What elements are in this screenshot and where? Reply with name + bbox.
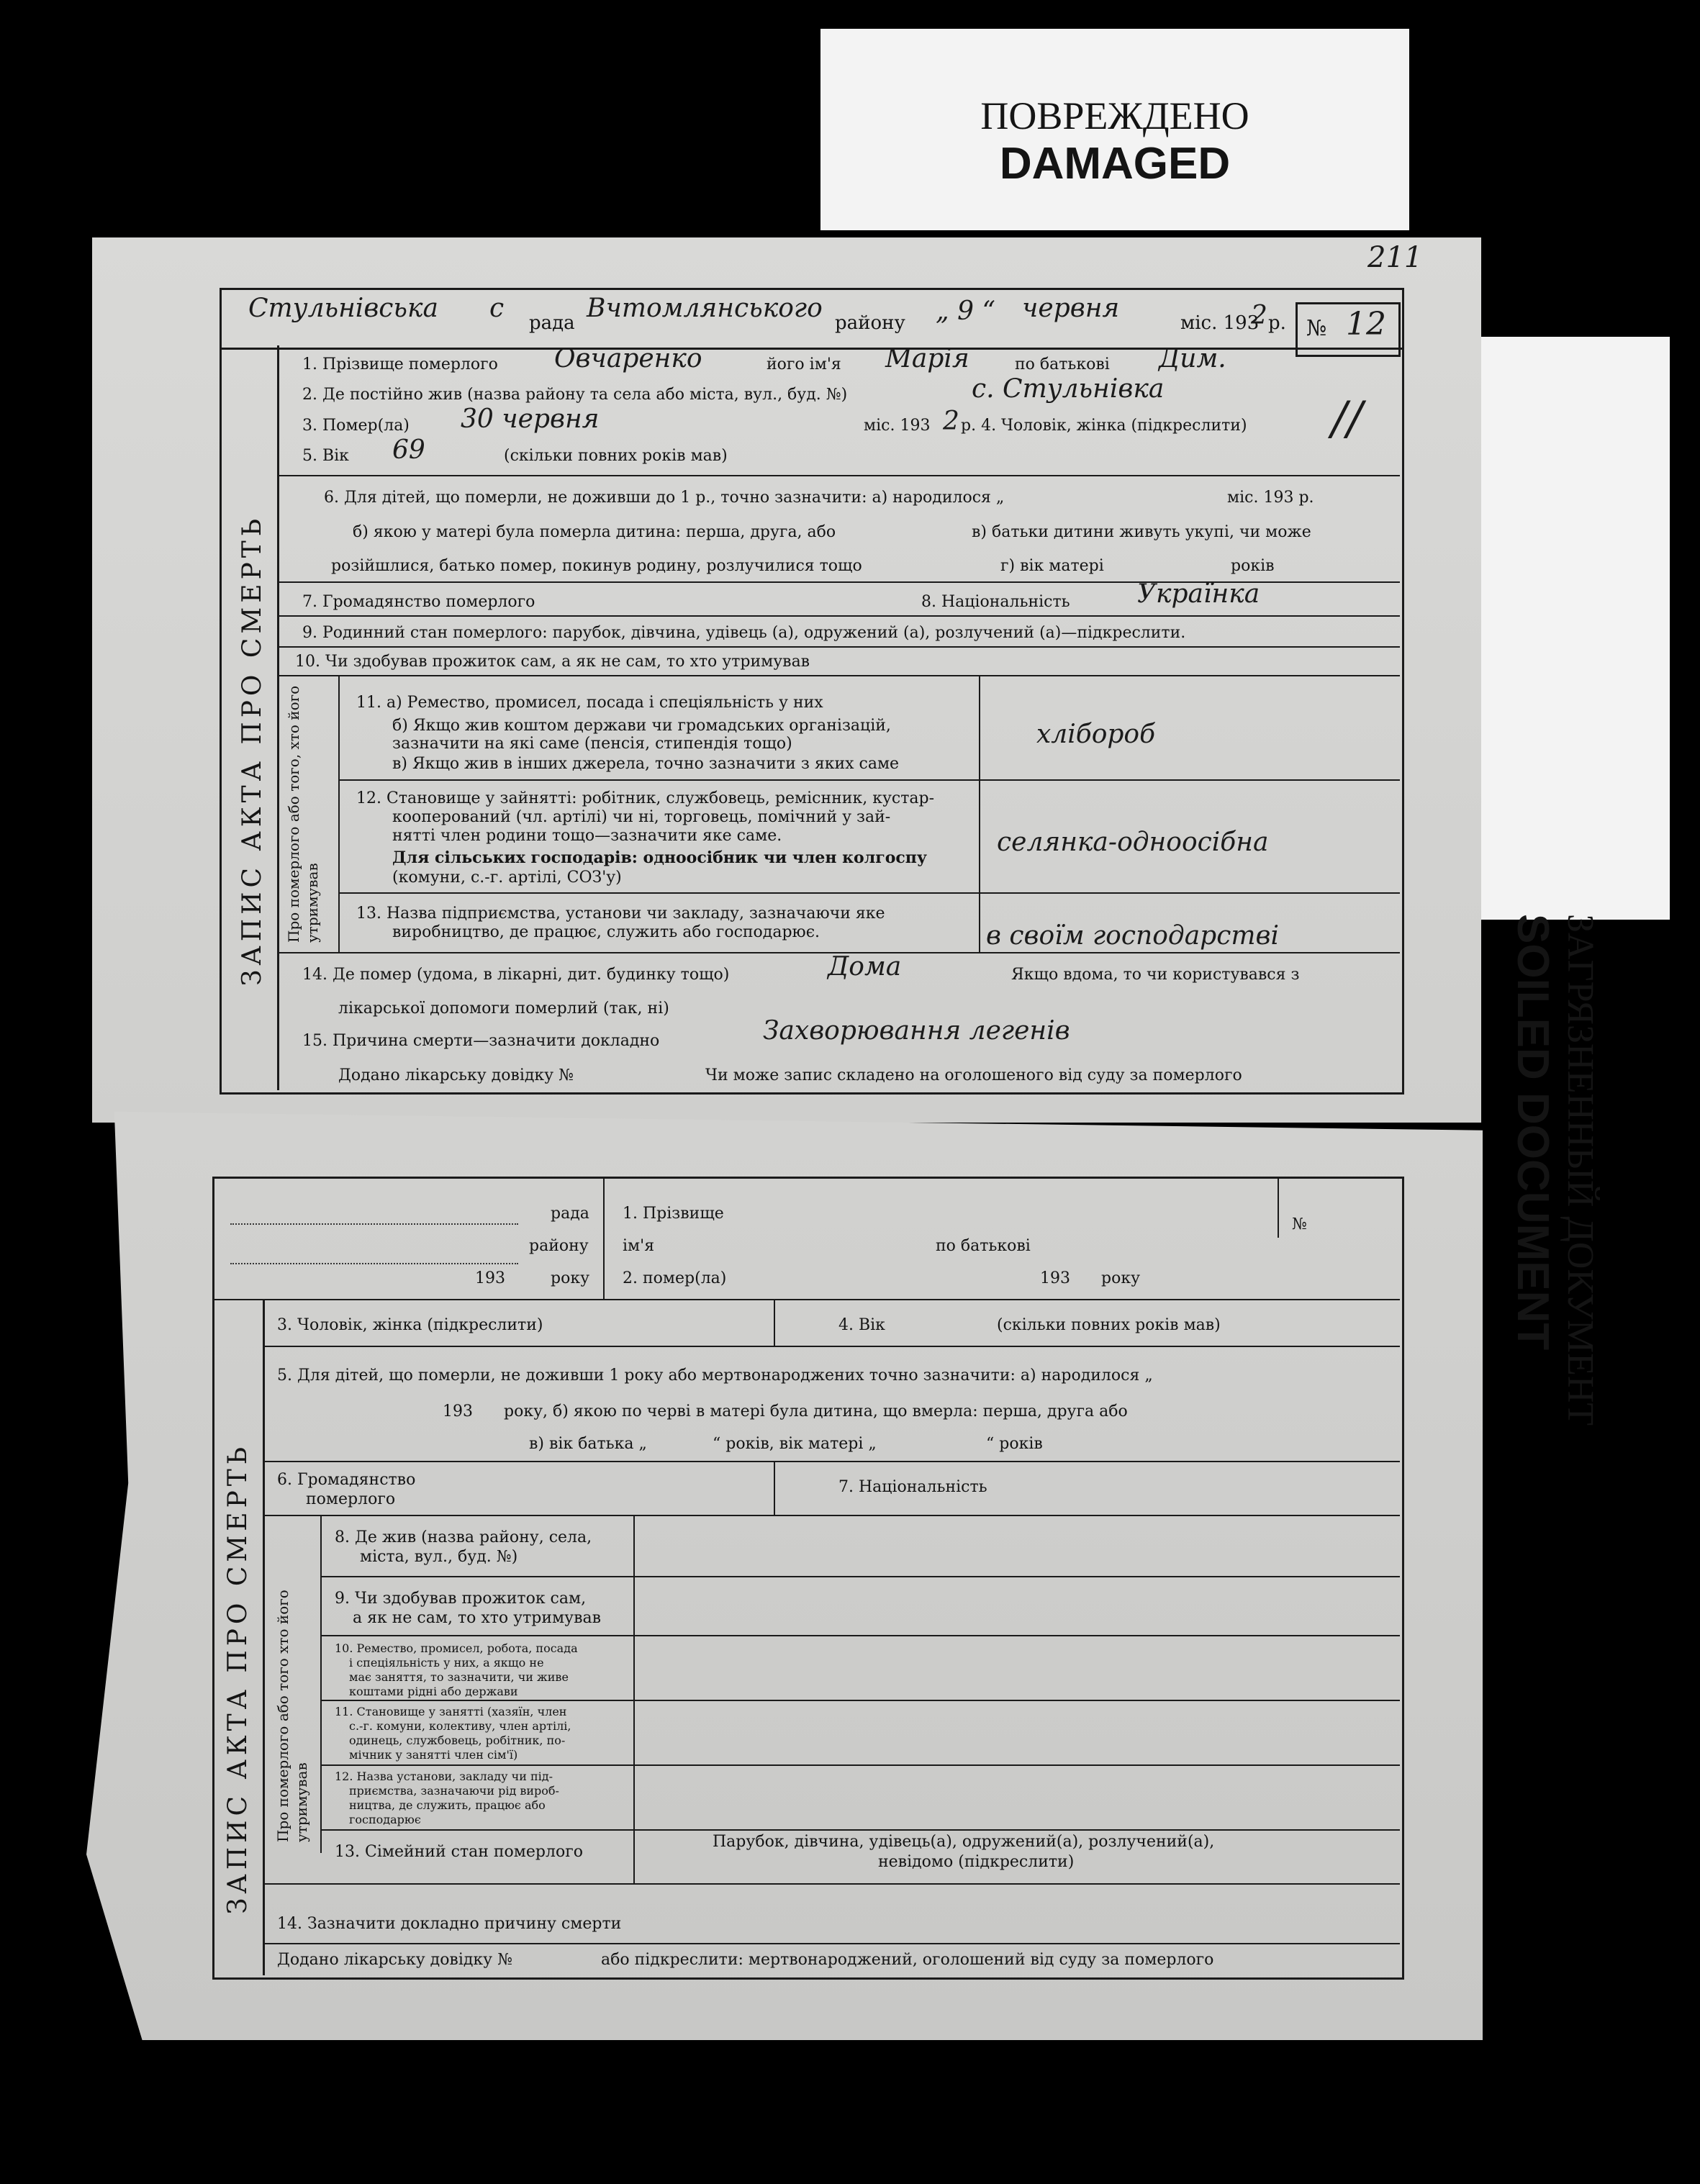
- top-f1-name: його ім'я: [767, 355, 841, 373]
- bottom-div-67: [774, 1461, 775, 1515]
- bottom-f1-patr: по батькові: [936, 1237, 1031, 1255]
- top-f6b: б) якою у матері була померла дитина: перша, друга, або: [353, 523, 836, 541]
- bottom-f10a: 10. Ремество, промисел, робота, посада: [335, 1641, 578, 1655]
- bottom-f9b: а як не сам, то хто утримував: [353, 1609, 601, 1627]
- bottom-f11c: одинець, службовець, робітник, по-: [349, 1734, 566, 1747]
- bottom-f2-year: 193: [1040, 1269, 1070, 1287]
- bottom-f11a: 11. Становище у занятті (хазяїн, член: [335, 1705, 567, 1718]
- top-mark: //: [1331, 392, 1363, 445]
- bottom-side-divider: [263, 1299, 265, 1975]
- top-f8: 8. Національність: [921, 593, 1070, 611]
- bottom-f1-name: ім'я: [623, 1237, 655, 1255]
- soiled-en: SOILED DOCUMENT: [1508, 914, 1557, 1351]
- bottom-roku: року: [551, 1269, 590, 1287]
- top-hw-f11: хлібороб: [1036, 720, 1156, 749]
- bottom-div-5: [263, 1461, 1400, 1462]
- top-number-value: 12: [1346, 306, 1386, 343]
- top-side-divider: [277, 345, 279, 1090]
- top-hw-f12: селянка-одноосібна: [997, 828, 1269, 857]
- bottom-f11d: мічник у занятті член сім'ї): [349, 1748, 518, 1762]
- top-div-9: [279, 646, 1400, 648]
- top-f6a-tail: міс. 193 р.: [1227, 489, 1314, 507]
- top-f5-tail: (скільки повних років мав): [504, 447, 728, 465]
- bottom-f4-tail: (скільки повних років мав): [997, 1316, 1221, 1334]
- top-corner-note: 211: [1367, 241, 1423, 274]
- bottom-f12a: 12. Назва установи, закладу чи під-: [335, 1770, 553, 1783]
- top-f6a: 6. Для дітей, що померли, не доживши до 1 р., точно зазначити: а) народилося „: [324, 489, 1005, 507]
- bottom-raion: району: [529, 1237, 589, 1255]
- soiled-stamp: [1481, 337, 1670, 920]
- top-hw-nationality: Українка: [1137, 579, 1260, 609]
- top-hw-death-date: 30 червня: [461, 404, 600, 434]
- top-side-sub: Про померлого або того, хто його утримував: [285, 685, 321, 943]
- bottom-f15-tail: або підкреслити: мертвонароджений, оголошений від суду за померлого: [601, 1951, 1214, 1969]
- top-f6c-tail: років: [1231, 557, 1275, 575]
- top-f12d: Для сільських господарів: одноосібник чи член колгоспу: [392, 848, 927, 867]
- top-div-7: [279, 615, 1400, 617]
- top-hw-death-year: 2: [943, 407, 959, 436]
- top-f1: 1. Прізвище померлого: [302, 355, 498, 373]
- top-f12b: кооперований (чл. артілі) чи ні, торговець, помічний у зай-: [392, 808, 891, 826]
- top-header-mis: міс. 193: [1180, 312, 1260, 334]
- bottom-div-6: [263, 1515, 1400, 1516]
- top-number-label: №: [1306, 316, 1327, 341]
- top-f7: 7. Громадянство померлого: [302, 593, 535, 611]
- top-div-11: [338, 779, 1400, 781]
- bottom-f5b: 193: [443, 1403, 473, 1420]
- top-f6c-mid: г) вік матері: [1000, 557, 1104, 575]
- bottom-f5a: 5. Для дітей, що померли, не доживши 1 року або мертвонароджених точно зазначити: а) народилося „: [277, 1367, 1153, 1385]
- top-hw-day: „ 9 “: [936, 296, 995, 326]
- bottom-f14: 14. Зазначити докладно причину смерти: [277, 1915, 622, 1933]
- bottom-f12d: господарює: [349, 1813, 421, 1826]
- top-f5: 5. Вік: [302, 447, 349, 465]
- bottom-f12b: приємства, зазначаючи рід вироб-: [349, 1784, 559, 1798]
- bottom-f7: 7. Національність: [838, 1478, 987, 1496]
- bottom-header-hsplit: [212, 1299, 1400, 1300]
- top-f12e: (комуни, с.-г. артілі, СОЗ'у): [392, 869, 622, 887]
- damaged-ru: ПОВРЕЖДЕНО: [980, 94, 1249, 137]
- bottom-f5c-mid: “ років, вік матері „: [713, 1435, 877, 1453]
- top-f3: 3. Помер(ла): [302, 417, 410, 435]
- bottom-f5c-tail: “ років: [986, 1435, 1043, 1453]
- top-f11a: 11. а) Ремество, промисел, посада і спеціяльність у них: [356, 694, 823, 712]
- top-f16-tail: Чи може запис складено на оголошеного від суду за померлого: [705, 1066, 1242, 1084]
- bottom-f13-opts2: невідомо (підкреслити): [878, 1853, 1075, 1871]
- bottom-div-12: [320, 1829, 1400, 1831]
- bottom-roku-left: 193: [475, 1269, 505, 1287]
- bottom-div-11: [320, 1764, 1400, 1766]
- top-f12c: нятті член родини тощо—зазначити яке саме.: [392, 827, 782, 845]
- top-div-10: [279, 675, 1400, 676]
- bottom-side-sub: Про померлого або того хто його утримував: [274, 1590, 310, 1842]
- top-value-divider: [979, 675, 980, 952]
- bottom-div-8: [320, 1576, 1400, 1577]
- top-f11b: б) Якщо жив коштом держави чи громадських організацій,: [392, 717, 891, 735]
- soiled-ru: ЗАГРЯЗНЕННЫЙ ДОКУМЕНТ: [1560, 914, 1601, 1426]
- bottom-div-34: [774, 1299, 775, 1346]
- top-side-title: ЗАПИС АКТА ПРО СМЕРТЬ: [238, 514, 267, 986]
- bottom-f6b: померлого: [306, 1490, 396, 1508]
- bottom-div-13: [263, 1883, 1400, 1885]
- bottom-f13: 13. Сімейний стан померлого: [335, 1843, 584, 1861]
- bottom-side-title: ЗАПИС АКТА ПРО СМЕРТЬ: [223, 1442, 253, 1914]
- top-f13a: 13. Назва підприємства, установи чи закладу, зазначаючи яке: [356, 905, 885, 923]
- top-hw-year: 2: [1251, 301, 1267, 330]
- bottom-f1: 1. Прізвище: [623, 1205, 724, 1223]
- bottom-div-14: [263, 1943, 1400, 1944]
- bottom-div-9: [320, 1635, 1400, 1636]
- bottom-f11b: с.-г. комуни, колективу, член артілі,: [349, 1719, 571, 1733]
- bottom-header-vsplit: [603, 1177, 605, 1299]
- top-header-rada: рада: [529, 312, 575, 334]
- damaged-stamp: [820, 29, 1409, 230]
- top-f6c: розійшлися, батько помер, покинув родину, розлучилися тощо: [331, 557, 862, 575]
- bottom-div-13v: [633, 1829, 635, 1883]
- top-f11c: в) Якщо жив в інших джерела, точно зазначити з яких саме: [392, 755, 900, 773]
- top-f9: 9. Родинний стан померлого: парубок, дівчина, удівець (а), одружений (а), розлучений (а)—підкреслити.: [302, 624, 1186, 642]
- top-hw-raion: Вчтомлянського: [587, 294, 823, 323]
- bottom-header-vsplit2: [1278, 1177, 1279, 1238]
- bottom-f10b: і спеціяльність у них, а якщо не: [349, 1656, 544, 1669]
- top-hw-patr: Дим.: [1159, 344, 1226, 373]
- top-header-raion: району: [835, 312, 905, 334]
- top-f3-mis: міс. 193: [864, 417, 931, 435]
- bottom-f13-opts: Парубок, дівчина, удівець(а), одружений(а), розлучений(а),: [713, 1833, 1215, 1851]
- top-hw-month: червня: [1022, 294, 1120, 323]
- top-hw-f15: Захворювання легенів: [763, 1016, 1070, 1046]
- bottom-div-10: [320, 1700, 1400, 1701]
- top-div-5: [279, 475, 1400, 476]
- top-f11b2: зазначити на які саме (пенсія, стипендія тощо): [392, 735, 792, 753]
- bottom-f8: 8. Де жив (назва району, села,: [335, 1528, 592, 1546]
- bottom-f6: 6. Громадянство: [277, 1471, 416, 1489]
- bottom-f15: Додано лікарську довідку №: [277, 1951, 512, 1969]
- top-hw-f13: в своїм господарстві: [986, 921, 1279, 951]
- bottom-rada-dots: [230, 1223, 518, 1225]
- top-hw-place: с. Стульнівка: [972, 374, 1165, 404]
- top-hw-surname: Овчаренко: [554, 344, 702, 373]
- bottom-f3: 3. Чоловік, жінка (підкреслити): [277, 1316, 543, 1334]
- damaged-en: DAMAGED: [999, 139, 1231, 189]
- bottom-f4: 4. Вік: [838, 1316, 885, 1334]
- top-f10: 10. Чи здобував прожиток сам, а як не сам, то хто утримував: [295, 653, 810, 671]
- top-hw-first: Марія: [885, 344, 969, 373]
- bottom-f10c: має заняття, то зазначити, чи живе: [349, 1670, 569, 1684]
- bottom-f9: 9. Чи здобував прожиток сам,: [335, 1590, 587, 1608]
- top-f6b-tail: в) батьки дитини живуть укупі, чи може: [972, 523, 1311, 541]
- top-f16: Додано лікарську довідку №: [338, 1066, 574, 1084]
- top-hw-age: 69: [392, 435, 425, 465]
- bottom-sub-divider: [320, 1515, 322, 1853]
- top-header-r: р.: [1268, 312, 1286, 334]
- bottom-f12c: ництва, де служить, працює або: [349, 1798, 546, 1812]
- bottom-f8b: міста, вул., буд. №): [360, 1548, 518, 1566]
- top-f12a: 12. Становище у зайнятті: робітник, службовець, реміснник, кустар-: [356, 789, 935, 807]
- top-hw-f14: Дома: [828, 952, 902, 982]
- bottom-f2: 2. помер(ла): [623, 1269, 727, 1287]
- top-f13b: виробництво, де працює, служить або господарює.: [392, 923, 820, 941]
- bottom-div-3: [263, 1346, 1400, 1347]
- top-hw-s: с: [489, 294, 505, 323]
- top-f1-patr: по батькові: [1015, 355, 1110, 373]
- top-f3-tail: р. 4. Чоловік, жінка (підкреслити): [961, 417, 1247, 435]
- bottom-value-divider: [633, 1515, 635, 1853]
- top-sub-divider: [338, 675, 340, 952]
- top-f14b: лікарської допомоги померлий (так, ні): [338, 1000, 669, 1018]
- bottom-rada: рада: [551, 1205, 589, 1223]
- bottom-f5c: в) вік батька „: [529, 1435, 647, 1453]
- top-f14: 14. Де помер (удома, в лікарні, дит. будинку тощо): [302, 966, 730, 984]
- top-div-12: [338, 892, 1400, 894]
- top-hw-rada: Стульнівська: [248, 294, 438, 323]
- bottom-f5b-tail: року, б) якою по черві в матері була дитина, що вмерла: перша, друга або: [504, 1403, 1128, 1420]
- top-f15: 15. Причина смерти—зазначити докладно: [302, 1032, 660, 1050]
- bottom-f10d: коштами рідні або держави: [349, 1685, 518, 1698]
- top-f2: 2. Де постійно жив (назва району та села або міста, вул., буд. №): [302, 386, 848, 404]
- top-f14-tail: Якщо вдома, то чи користувався з: [1011, 966, 1300, 984]
- bottom-f2-tail: року: [1101, 1269, 1141, 1287]
- bottom-num: №: [1292, 1215, 1307, 1233]
- bottom-raion-dots: [230, 1263, 518, 1264]
